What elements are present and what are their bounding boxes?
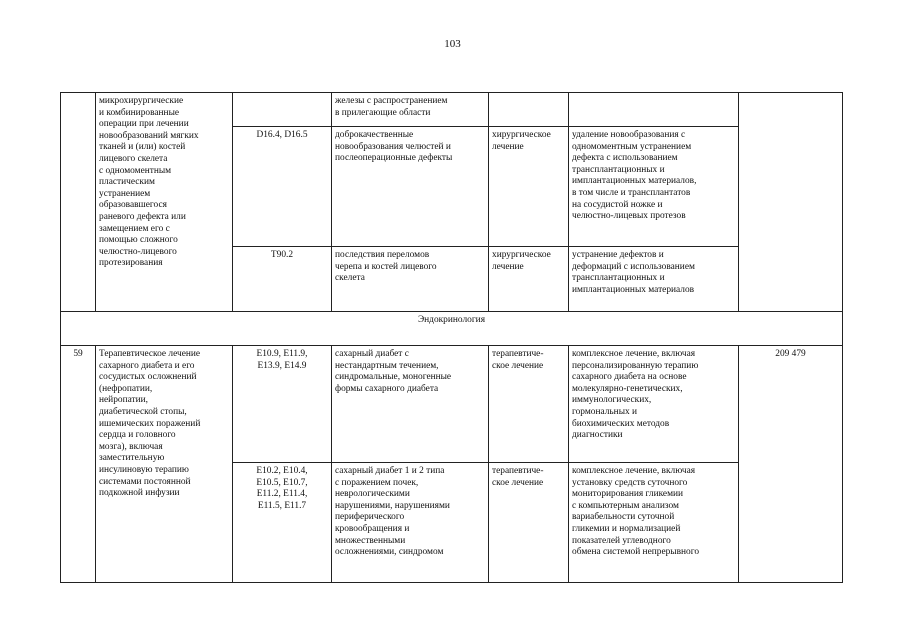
icd-codes-cell: T90.2 (233, 247, 332, 312)
patient-model-cell: сахарный диабет с нестандартным течением, синдромальные, моногенные формы сахарного диабета (332, 346, 489, 463)
row-number-cell (61, 93, 96, 312)
patient-model-cell: сахарный диабет 1 и 2 типа с поражением почек, неврологическими нарушениями, нарушениями периферического кровообращения и множественными осложнениями, синдромом (332, 463, 489, 583)
treatment-type-cell: хирургическое лечение (489, 127, 569, 247)
treatment-method-cell: удаление новообразования с одномоментным устранением дефекта с использованием трансплантационных и имплантационных материалов, в том числе и трансплантатов на сосудистой ножке и челюстно-лицевых протезов (569, 127, 739, 247)
icd-codes-cell (233, 93, 332, 127)
table-row (61, 346, 843, 463)
icd-codes-cell: E10.2, E10.4, E10.5, E10.7, E11.2, E11.4, E11.5, E11.7 (233, 463, 332, 583)
page-number: 103 (444, 38, 461, 50)
row-number-cell: 59 (61, 346, 96, 583)
treatment-method-cell: комплексное лечение, включая установку средств суточного мониторирования гликемии с компьютерным анализом вариабельности суточной гликемии и нормализацией показателей углеводного обмена системой непрерывного (569, 463, 739, 583)
patient-model-cell: железы с распространением в прилегающие области (332, 93, 489, 127)
treatment-method-cell: комплексное лечение, включая персонализированную терапию сахарного диабета на основе молекулярно-генетических, иммунологических, гормональных и биохимических методов диагностики (569, 346, 739, 463)
care-type-name-cell: микрохирургические и комбинированные операции при лечении новообразований мягких тканей и (или) костей лицевого скелета с одномоментным пластическим устранением образовавшегося раневого дефекта или замещением его с помощью сложного челюстно-лицевого протезирования (96, 93, 233, 312)
icd-codes-cell: D16.4, D16.5 (233, 127, 332, 247)
price-cell (739, 93, 843, 312)
treatment-type-cell: хирургическое лечение (489, 247, 569, 312)
care-type-name-cell: Терапевтическое лечение сахарного диабета и его сосудистых осложнений (нефропатии, нейропатии, диабетической стопы, ишемических поражений сердца и головного мозга), включая заместительную инсулиновую терапию системами постоянной подкожной инфузии (96, 346, 233, 583)
treatment-type-cell (489, 93, 569, 127)
section-row (61, 312, 843, 346)
icd-codes-cell: E10.9, E11.9, E13.9, E14.9 (233, 346, 332, 463)
patient-model-cell: доброкачественные новообразования челюстей и послеоперационные дефекты (332, 127, 489, 247)
treatment-type-cell: терапевтиче- ское лечение (489, 346, 569, 463)
table-row (61, 93, 843, 127)
treatment-method-cell (569, 93, 739, 127)
treatment-method-cell: устранение дефектов и деформаций с использованием трансплантационных и имплантационных материалов (569, 247, 739, 312)
patient-model-cell: последствия переломов черепа и костей лицевого скелета (332, 247, 489, 312)
medical-care-table (60, 92, 843, 583)
price-cell: 209 479 (739, 346, 843, 583)
treatment-type-cell: терапевтиче- ское лечение (489, 463, 569, 583)
section-title: Эндокринология (61, 312, 843, 346)
